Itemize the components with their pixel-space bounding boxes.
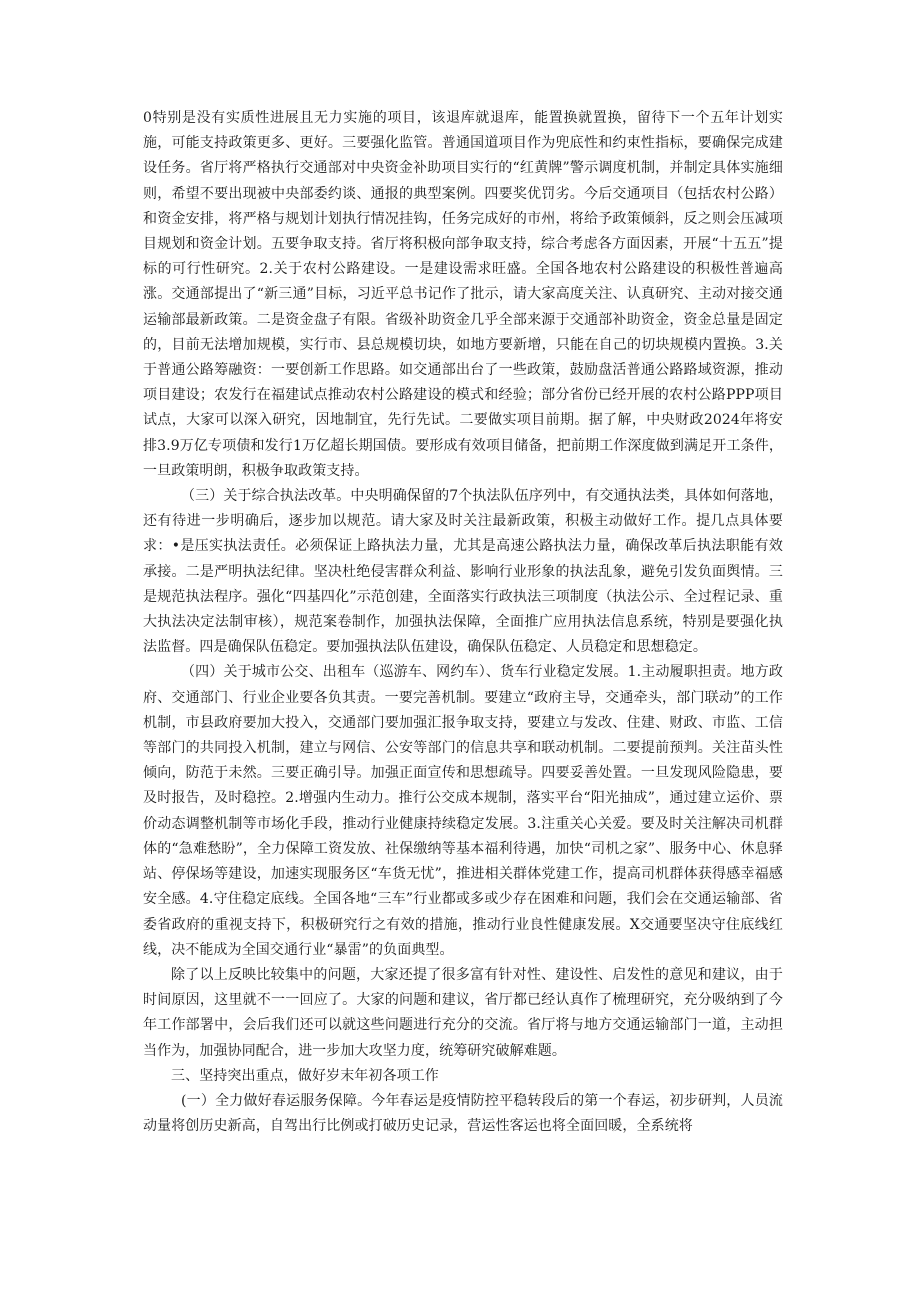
paragraph: (一）全力做好春运服务保障。今年春运是疫情防控平稳转段后的第一个春运，初步研判，人员流动量将创历史新高，自驾出行比例或打破历史记录，营运性客运也将全面回暖，全系统将 xyxy=(143,1092,783,1135)
paragraph: 除了以上反映比较集中的问题，大家还提了很多富有针对性、建设性、启发性的意见和建议，由于时间原因，这里就不一一回应了。大家的问题和建议，省厅都已经认真作了梳理研究，充分吸纳到了今年工作部署中，会后我们还可以就这些问题进行充分的交流。省厅将与地方交通运输部门一道，主动担当作为，加强协同配合，进一步加大攻坚力度，统筹研究破解难题。 xyxy=(143,966,783,1059)
section-heading: 三、坚持突出重点，做好岁末年初各项工作 xyxy=(171,1067,439,1084)
paragraph: 0特别是没有实质性进展且无力实施的项目，该退库就退库，能置换就置换，留待下一个五年计划实施，可能支持政策更多、更好。三要强化监管。普通国道项目作为兜底性和约束性指标，要确保完成建设任务。省厅将严格执行交通部对中央资金补助项目实行的“红黄牌”警示调度机制，并制定具体实施细则，希望不要出现被中央部委约谈、通报的典型案例。四要奖优罚劣。今后交通项目（包括农村公路）和资金安排，将严格与规划计划执行情况挂钩，任务完成好的市州，将给予政策倾斜，反之则会压减项目规划和资金计划。五要争取支持。省厅将积极向部争取支持，综合考虑各方面因素，开展“十五五”提标的可行性研究。2.关于农村公路建设。一是建设需求旺盛。全国各地农村公路建设的积极性普遍高涨。交通部提出了“新三通”目标，习近平总书记作了批示，请大家高度关注、认真研究、主动对接交通运输部最新政策。二是资金盘子有限。省级补助资金几乎全部来源于交通部补助资金，资金总量是固定的，目前无法增加规模，实行市、县总规模切块，如地方要新增，只能在自己的切块规模内置换。3.关于普通公路筹融资：一要创新工作思路。如交通部出台了一些政策，鼓励盘活普通公路路域资源，推动项目建设；农发行在福建试点推动农村公路建设的模式和经验；部分省份已经开展的农村公路PPP项目试点，大家可以深入研究，因地制宜，先行先试。二要做实项目前期。据了解，中央财政2024年将安排3.9万亿专项债和发行1万亿超长期国债。要形成有效项目储备，把前期工作深度做到满足开工条件，一旦政策明朗，积极争取政策支持。 xyxy=(143,110,783,479)
paragraph: （三）关于综合执法改革。中央明确保留的7个执法队伍序列中，有交通执法类，具体如何落地，还有待进一步明确后，逐步加以规范。请大家及时关注最新政策，积极主动做好工作。提几点具体要求：•是压实执法责任。必须保证上路执法力量，尤其是高速公路执法力量，确保改革后执法职能有效承接。二是严明执法纪律。坚决杜绝侵害群众利益、影响行业形象的执法乱象，避免引发负面舆情。三是规范执法程序。强化“四基四化”示范创建，全面落实行政执法三项制度（执法公示、全过程记录、重大执法决定法制审核），规范案卷制作，加强执法保障，全面推广应用执法信息系统，特别是要强化执法监督。四是确保队伍稳定。要加强执法队伍建设，确保队伍稳定、人员稳定和思想稳定。 xyxy=(143,488,783,656)
document-body xyxy=(143,106,783,1139)
paragraph: （四）关于城市公交、出租车（巡游车、网约车）、货车行业稳定发展。1.主动履职担责。地方政府、交通部门、行业企业要各负其责。一要完善机制。要建立“政府主导，交通牵头，部门联动”的工作机制，市县政府要加大投入，交通部门要加强汇报争取支持，要建立与发改、住建、财政、市监、工信等部门的共同投入机制，建立与网信、公安等部门的信息共享和联动机制。二要提前预判。关注苗头性倾向，防范于未然。三要正确引导。加强正面宣传和思想疏导。四要妥善处置。一旦发现风险隐患，要及时报告，及时稳控。2.增强内生动力。推行公交成本规制，落实平台“阳光抽成”，通过建立运价、票价动态调整机制等市场化手段，推动行业健康持续稳定发展。3.注重关心关爱。要及时关注解决司机群体的“急难愁盼”，全力保障工资发放、社保缴纳等基本福利待遇，加快“司机之家”、服务中心、休息驿站、停保场等建设，加速实现服务区“车货无忧”，推进相关群体党建工作，提高司机群体获得感幸福感安全感。4.守住稳定底线。全国各地“三车”行业都或多或少存在困难和问题，我们会在交通运输部、省委省政府的重视支持下，积极研究行之有效的措施，推动行业良性健康发展。X交通要坚决守住底线红线，决不能成为全国交通行业“暴雷”的负面典型。 xyxy=(143,664,783,958)
